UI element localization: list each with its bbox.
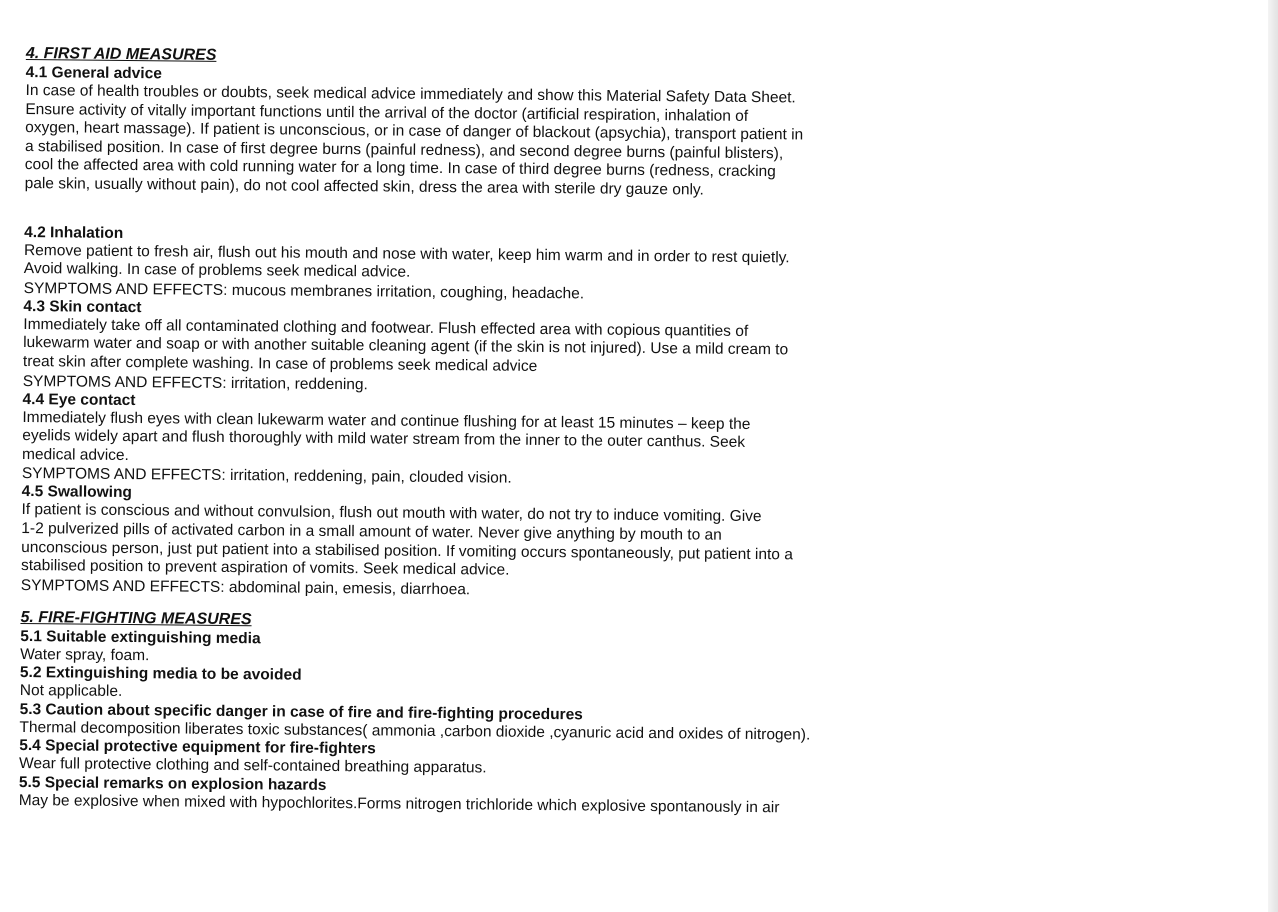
eye-contact-text: Immediately flush eyes with clean lukewarm water and continue flushing for at least 15 minutes – keep the eyelids widely apart and flush thoroughly with mild water stream from the inner to the outer canthus. Seek medical advice. [21, 408, 751, 464]
skin-contact-symptoms: SYMPTOMS AND EFFECTS: irritation, reddening. [22, 372, 368, 393]
swallowing-heading: 4.5 Swallowing [21, 483, 133, 502]
protective-equipment-heading: 5.4 Special protective equipment for fire-fighters [19, 737, 376, 758]
skin-contact-text: Immediately take off all contaminated clothing and footwear. Flush effected area with copious quantities of lukewarm water and soap or with another suitable cleaning agent (if the skin is not injured). Use a mild cream to treat skin after complete washing. In case of problems seek medical advice [22, 315, 789, 375]
general-advice-text: In case of health troubles or doubts, seek medical advice immediately and show this Material Safety Data Sheet. Ensure activity of vitally important functions until the arrival of the doctor (artificial respiration, inhalation of oxygen, heart massage). If patient is unconscious, or in case of danger of blackout (apsychia), transport patient in a stabilised position. In case of first degree burns (painful redness), and second degree burns (painful blisters), cool the affected area with cold running water for a long time. In case of third degree burns (redness, cracking pale skin, usually without pain), do not cool affected skin, dress the area with sterile dry gauze only. [24, 81, 804, 199]
inhalation-heading: 4.2 Inhalation [24, 223, 124, 242]
document-content [19, 44, 926, 819]
inhalation-symptoms: SYMPTOMS AND EFFECTS: mucous membranes irritation, coughing, headache. [23, 279, 585, 303]
extinguishing-media-text: Water spray, foam. [20, 645, 150, 664]
swallowing-text: If patient is conscious and without convulsion, flush out mouth with water, do not try to induce vomiting. Give 1-2 pulverized pills of activated carbon in a small amount of water. Never give anything by mouth to an unconscious person, just put patient into a stabilised position. If vomiting occurs spontaneously, put patient into a stabilised position to prevent aspiration of vomits. Seek medical advice. [20, 501, 793, 579]
section-4-title: 4. FIRST AID MEASURES [25, 44, 217, 64]
eye-contact-heading: 4.4 Eye contact [22, 390, 136, 409]
media-avoided-text: Not applicable. [19, 682, 123, 701]
skin-contact-heading: 4.3 Skin contact [23, 297, 142, 316]
general-advice-heading: 4.1 General advice [25, 63, 162, 83]
explosion-remarks-heading: 5.5 Special remarks on explosion hazards [18, 774, 327, 794]
page-edge [1268, 0, 1278, 912]
eye-contact-symptoms: SYMPTOMS AND EFFECTS: irritation, reddening, pain, clouded vision. [21, 465, 512, 487]
fire-caution-text: Thermal decomposition liberates toxic substances( ammonia ,carbon dioxide ,cyanuric acid and oxides of nitrogen). [19, 718, 811, 744]
swallowing-symptoms: SYMPTOMS AND EFFECTS: abdominal pain, emesis, diarrhoea. [20, 576, 471, 598]
explosion-remarks-text: May be explosive when mixed with hypochlorites.Forms nitrogen trichloride which explosive spontanously in air [18, 792, 780, 817]
section-5-title: 5. FIRE-FIGHTING MEASURES [20, 608, 252, 628]
inhalation-text: Remove patient to fresh air, flush out his mouth and nose with water, keep him warm and in order to rest quietly. Avoid walking. In case of problems seek medical advice. [23, 241, 790, 281]
fire-caution-heading: 5.3 Caution about specific danger in case of fire and fire-fighting procedures [19, 700, 583, 724]
protective-equipment-text: Wear full protective clothing and self-contained breathing apparatus. [19, 755, 487, 777]
media-avoided-heading: 5.2 Extinguishing media to be avoided [19, 664, 302, 684]
extinguishing-media-heading: 5.1 Suitable extinguishing media [20, 627, 261, 647]
